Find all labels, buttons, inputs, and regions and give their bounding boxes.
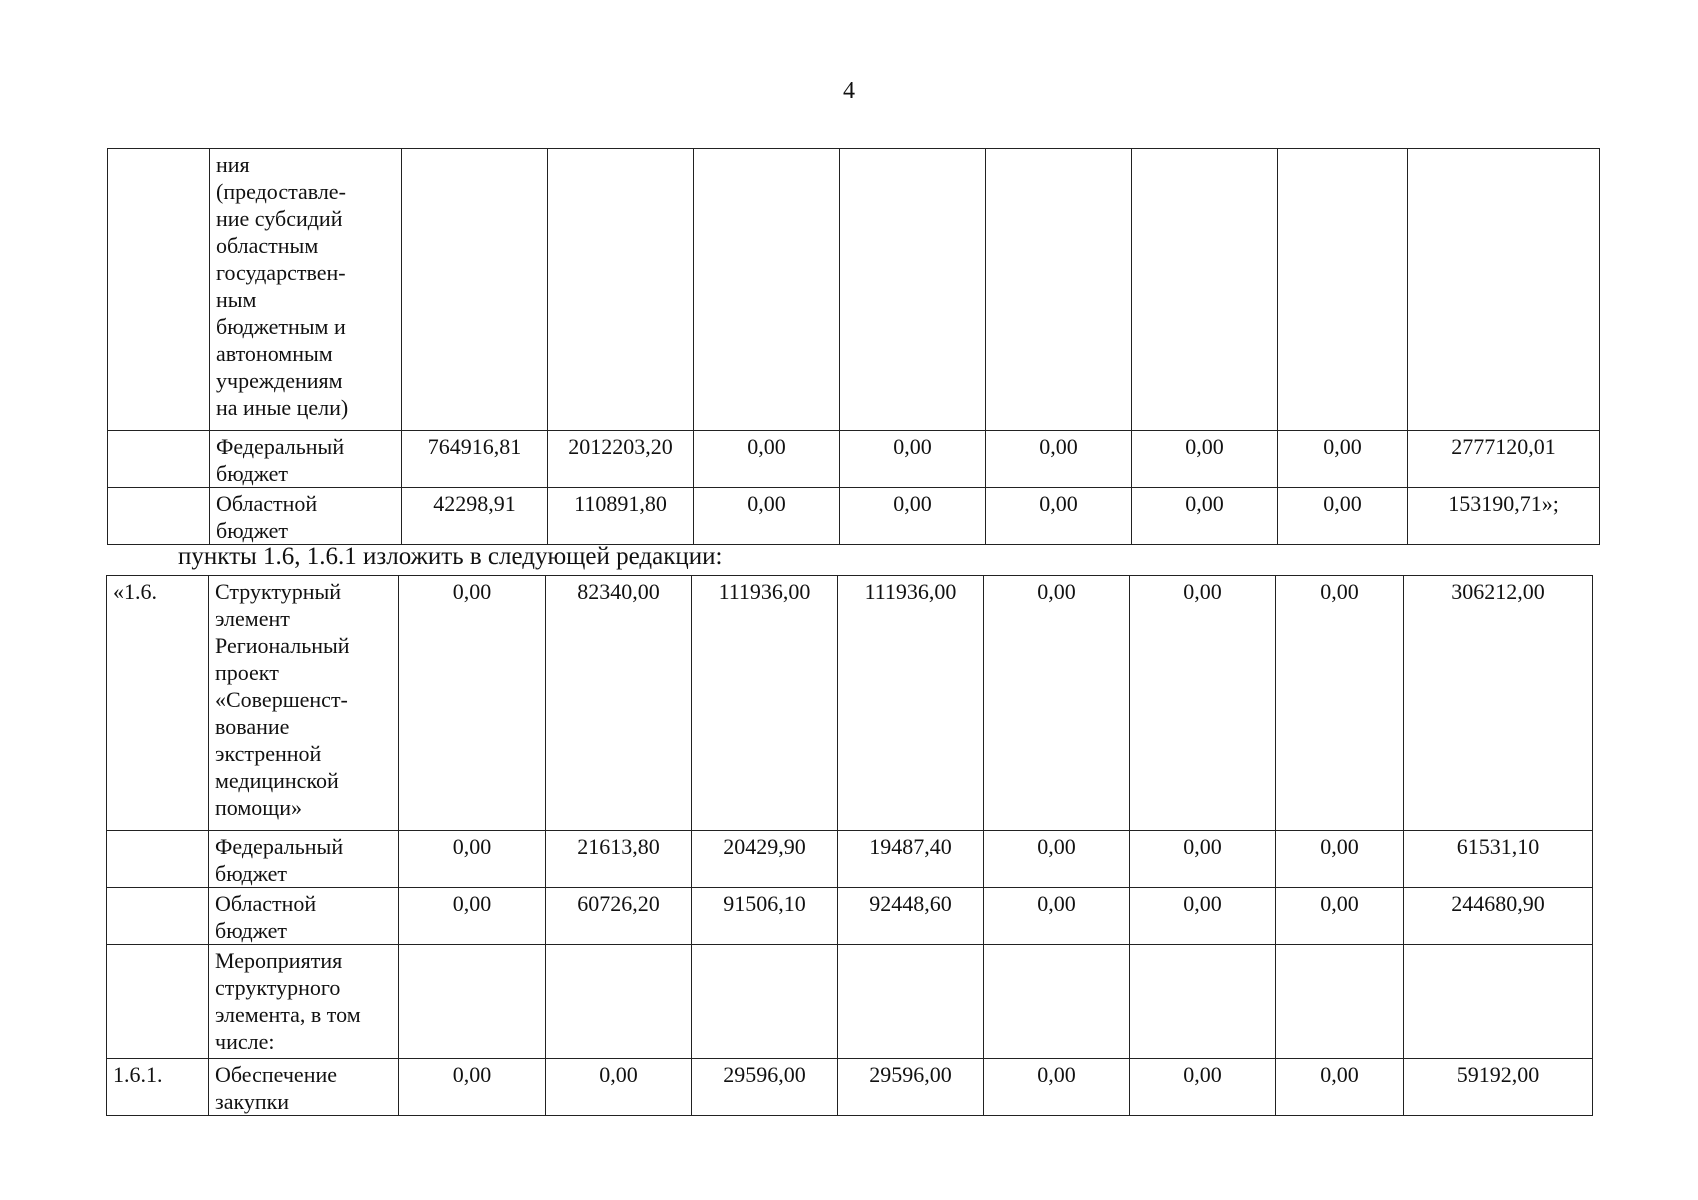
item-name-line: на иные цели) (216, 395, 349, 420)
item-name-cell (209, 576, 399, 831)
page-number: 4 (843, 78, 855, 104)
value-cell: 0,00 (1276, 576, 1404, 831)
value-cell: 153190,71»; (1408, 488, 1600, 545)
item-name-line: бюджетным и (216, 314, 346, 339)
budget-table-amended-items-body (107, 576, 1593, 1116)
table-row (107, 888, 1593, 945)
item-code-cell: 1.6.1. (107, 1059, 209, 1116)
value-cell: 92448,60 (838, 888, 984, 945)
table-row (108, 431, 1600, 488)
item-name-line: вование (215, 714, 290, 739)
item-name-cell (209, 831, 399, 888)
value-cell (840, 149, 986, 431)
value-cell (692, 945, 838, 1059)
value-cell: 111936,00 (838, 576, 984, 831)
value-cell: 0,00 (1278, 488, 1408, 545)
value-cell: 0,00 (1130, 888, 1276, 945)
item-name-line: помощи» (215, 795, 302, 820)
value-cell: 21613,80 (546, 831, 692, 888)
budget-table-continuation-body (108, 149, 1600, 545)
item-name-line: учреждениям (216, 368, 343, 393)
item-name-cell (209, 888, 399, 945)
item-name-line: бюджет (215, 861, 287, 886)
value-cell: 61531,10 (1404, 831, 1593, 888)
value-cell: 0,00 (840, 431, 986, 488)
item-name-line: областным (216, 233, 319, 258)
value-cell: 0,00 (984, 888, 1130, 945)
value-cell (838, 945, 984, 1059)
value-cell: 0,00 (1276, 888, 1404, 945)
value-cell: 0,00 (1132, 431, 1278, 488)
value-cell (984, 945, 1130, 1059)
item-name-line: ния (216, 152, 250, 177)
value-cell: 0,00 (984, 576, 1130, 831)
budget-table-continuation (107, 148, 1600, 545)
value-cell: 0,00 (399, 888, 546, 945)
value-cell (399, 945, 546, 1059)
value-cell: 0,00 (1130, 1059, 1276, 1116)
item-name-line: элемента, в том (215, 1002, 361, 1027)
value-cell: 0,00 (986, 488, 1132, 545)
value-cell: 0,00 (694, 431, 840, 488)
value-cell: 0,00 (1276, 1059, 1404, 1116)
value-cell: 19487,40 (838, 831, 984, 888)
value-cell: 244680,90 (1404, 888, 1593, 945)
value-cell: 60726,20 (546, 888, 692, 945)
value-cell (1132, 149, 1278, 431)
item-name-cell (209, 1059, 399, 1116)
value-cell (1276, 945, 1404, 1059)
item-name-line: экстренной (215, 741, 322, 766)
item-code-cell (108, 488, 210, 545)
item-code-cell (108, 149, 210, 431)
table-row (107, 1059, 1593, 1116)
item-code-cell (107, 945, 209, 1059)
value-cell: 0,00 (399, 576, 546, 831)
item-name-line: (предоставле- (216, 179, 346, 204)
table-row (107, 576, 1593, 831)
value-cell (546, 945, 692, 1059)
item-code-cell (108, 431, 210, 488)
table-row (107, 945, 1593, 1059)
item-name-line: Федеральный (215, 834, 344, 859)
budget-table-amended-items (106, 575, 1593, 1116)
amendment-instruction: пункты 1.6, 1.6.1 изложить в следующей редакции: (178, 543, 723, 570)
item-name-line: бюджет (216, 461, 288, 486)
value-cell: 0,00 (1130, 831, 1276, 888)
value-cell: 0,00 (1276, 831, 1404, 888)
value-cell: 0,00 (1132, 488, 1278, 545)
item-name-line: Структурный (215, 579, 342, 604)
item-name-line: медицинской (215, 768, 339, 793)
value-cell: 2777120,01 (1408, 431, 1600, 488)
item-name-line: Областной (216, 491, 318, 516)
value-cell: 306212,00 (1404, 576, 1593, 831)
table-row (108, 488, 1600, 545)
value-cell: 0,00 (984, 831, 1130, 888)
item-name-line: закупки (215, 1089, 290, 1114)
value-cell: 0,00 (399, 831, 546, 888)
item-name-line: Мероприятия (215, 948, 343, 973)
item-code-cell (107, 888, 209, 945)
table-row (107, 831, 1593, 888)
item-name-line: Обеспечение (215, 1062, 337, 1087)
item-name-line: элемент (215, 606, 290, 631)
item-code-cell (107, 831, 209, 888)
value-cell: 0,00 (399, 1059, 546, 1116)
value-cell: 59192,00 (1404, 1059, 1593, 1116)
item-name-cell (210, 488, 402, 545)
value-cell: 764916,81 (402, 431, 548, 488)
value-cell: 0,00 (984, 1059, 1130, 1116)
value-cell (1408, 149, 1600, 431)
value-cell (548, 149, 694, 431)
table-row (108, 149, 1600, 431)
item-name-line: структурного (215, 975, 341, 1000)
item-code-cell: «1.6. (107, 576, 209, 831)
value-cell: 110891,80 (548, 488, 694, 545)
value-cell (1278, 149, 1408, 431)
item-name-cell (210, 149, 402, 431)
item-name-line: Федеральный (216, 434, 345, 459)
item-name-cell (210, 431, 402, 488)
value-cell (694, 149, 840, 431)
value-cell: 0,00 (546, 1059, 692, 1116)
value-cell: 91506,10 (692, 888, 838, 945)
value-cell: 0,00 (986, 431, 1132, 488)
item-name-line: бюджет (215, 918, 287, 943)
value-cell: 0,00 (1130, 576, 1276, 831)
value-cell (986, 149, 1132, 431)
item-name-line: проект (215, 660, 279, 685)
value-cell: 0,00 (694, 488, 840, 545)
value-cell (402, 149, 548, 431)
item-name-line: автономным (216, 341, 333, 366)
value-cell: 29596,00 (838, 1059, 984, 1116)
value-cell: 29596,00 (692, 1059, 838, 1116)
value-cell (1404, 945, 1593, 1059)
value-cell: 42298,91 (402, 488, 548, 545)
item-name-line: Региональный (215, 633, 350, 658)
item-name-line: числе: (215, 1029, 275, 1054)
value-cell: 82340,00 (546, 576, 692, 831)
item-name-line: ным (216, 287, 257, 312)
value-cell: 0,00 (1278, 431, 1408, 488)
item-name-line: ние субсидий (216, 206, 343, 231)
value-cell: 0,00 (840, 488, 986, 545)
value-cell: 20429,90 (692, 831, 838, 888)
item-name-cell (209, 945, 399, 1059)
value-cell: 2012203,20 (548, 431, 694, 488)
value-cell (1130, 945, 1276, 1059)
item-name-line: Областной (215, 891, 317, 916)
item-name-line: государствен- (216, 260, 346, 285)
item-name-line: «Совершенст- (215, 687, 348, 712)
value-cell: 111936,00 (692, 576, 838, 831)
item-name-line: бюджет (216, 518, 288, 543)
